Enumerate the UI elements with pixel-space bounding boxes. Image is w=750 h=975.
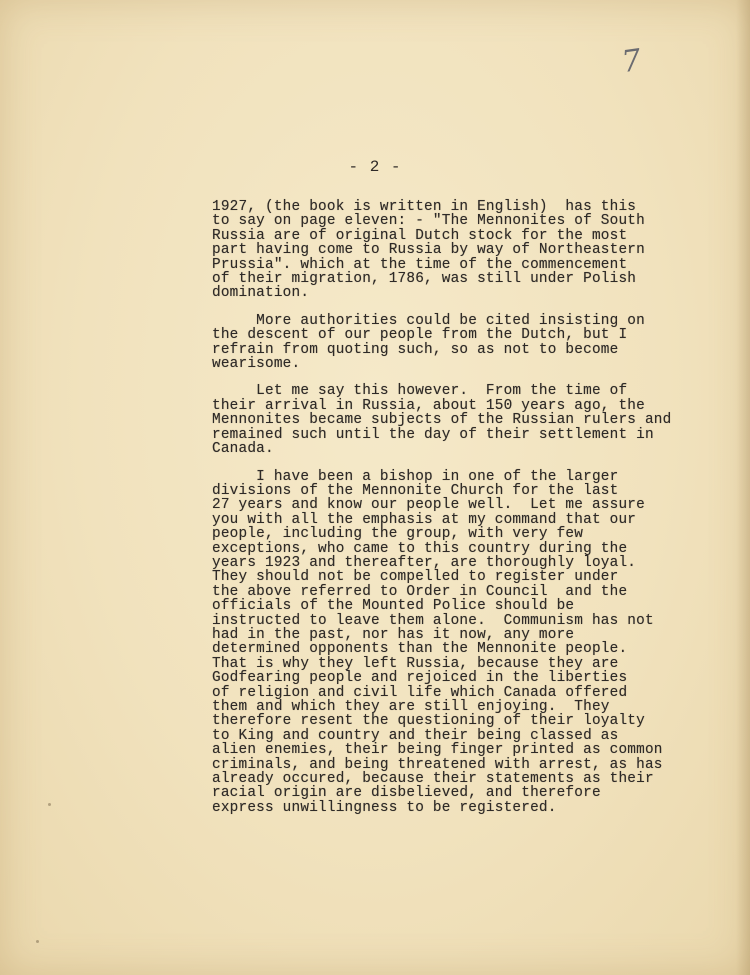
text-line: Mennonites became subjects of the Russian rulers and xyxy=(212,412,672,429)
text-line: instructed to leave them alone. Communism has not xyxy=(212,612,654,629)
text-line: They should not be compelled to register under xyxy=(212,569,619,586)
page-number: - 2 - xyxy=(348,158,402,176)
text-line: express unwillingness to be registered. xyxy=(212,799,557,816)
text-line: them and which they are still enjoying. They xyxy=(212,699,610,715)
text-line: More authorities could be cited insisting on xyxy=(212,312,645,329)
text-line: to say on page eleven: - "The Mennonites of South xyxy=(212,213,645,230)
text-line: racial origin are disbelieved, and therefore xyxy=(212,785,601,802)
text-line: people, including the group, with very few xyxy=(212,526,584,543)
text-line: already occured, because their statements as their xyxy=(212,771,654,788)
text-line: Prussia". which at the time of the commencement xyxy=(212,256,628,273)
text-line: of their migration, 1786, was still under Polish xyxy=(212,271,637,288)
handwritten-folio-mark: 7 xyxy=(619,42,644,81)
text-line: 1927, (the book is written in English) has this xyxy=(212,199,637,215)
text-line: Canada. xyxy=(212,441,274,458)
paragraph-2 xyxy=(212,314,692,372)
text-line: criminals, and being threatened with arrest, as has xyxy=(212,756,663,773)
text-line: exceptions, who came to this country during the xyxy=(212,540,628,557)
typed-letter-body xyxy=(212,200,692,828)
text-line: their arrival in Russia, about 150 years ago, the xyxy=(212,397,645,414)
page-edge-shadow xyxy=(736,0,750,975)
text-line: 27 years and know our people well. Let me assure xyxy=(212,497,645,514)
text-line: Godfearing people and rejoiced in the liberties xyxy=(212,670,628,687)
text-line: domination. xyxy=(212,285,310,302)
text-line: had in the past, nor has it now, any more xyxy=(212,626,575,643)
text-line: That is why they left Russia, because they are xyxy=(212,655,619,672)
paragraph-4 xyxy=(212,470,692,816)
text-line: of religion and civil life which Canada offered xyxy=(212,684,628,701)
text-line: to King and country and their being classed as xyxy=(212,727,619,744)
text-line: Let me say this however. From the time of xyxy=(212,383,628,400)
text-line: you with all the emphasis at my command that our xyxy=(212,511,637,528)
paragraph-3 xyxy=(212,384,692,456)
paragraph-1 xyxy=(212,200,692,301)
paper-speck xyxy=(48,803,51,806)
text-line: I have been a bishop in one of the larger xyxy=(212,468,619,485)
paper-speck xyxy=(36,940,39,943)
text-line: divisions of the Mennonite Church for the last xyxy=(212,482,619,499)
text-line: years 1923 and thereafter, are thoroughly loyal. xyxy=(212,554,637,571)
text-line: determined opponents than the Mennonite people. xyxy=(212,641,628,658)
text-line: therefore resent the questioning of their loyalty xyxy=(212,713,645,730)
text-line: wearisome. xyxy=(212,356,301,373)
text-line: part having come to Russia by way of Northeastern xyxy=(212,242,645,259)
text-line: officials of the Mounted Police should be xyxy=(212,598,575,615)
text-line: the above referred to Order in Council and the xyxy=(212,583,628,600)
text-line: Russia are of original Dutch stock for the most xyxy=(212,227,628,244)
text-line: refrain from quoting such, so as not to become xyxy=(212,341,619,358)
text-line: the descent of our people from the Dutch, but I xyxy=(212,327,628,344)
text-line: alien enemies, their being finger printed as common xyxy=(212,742,663,759)
text-line: remained such until the day of their settlement in xyxy=(212,426,654,443)
